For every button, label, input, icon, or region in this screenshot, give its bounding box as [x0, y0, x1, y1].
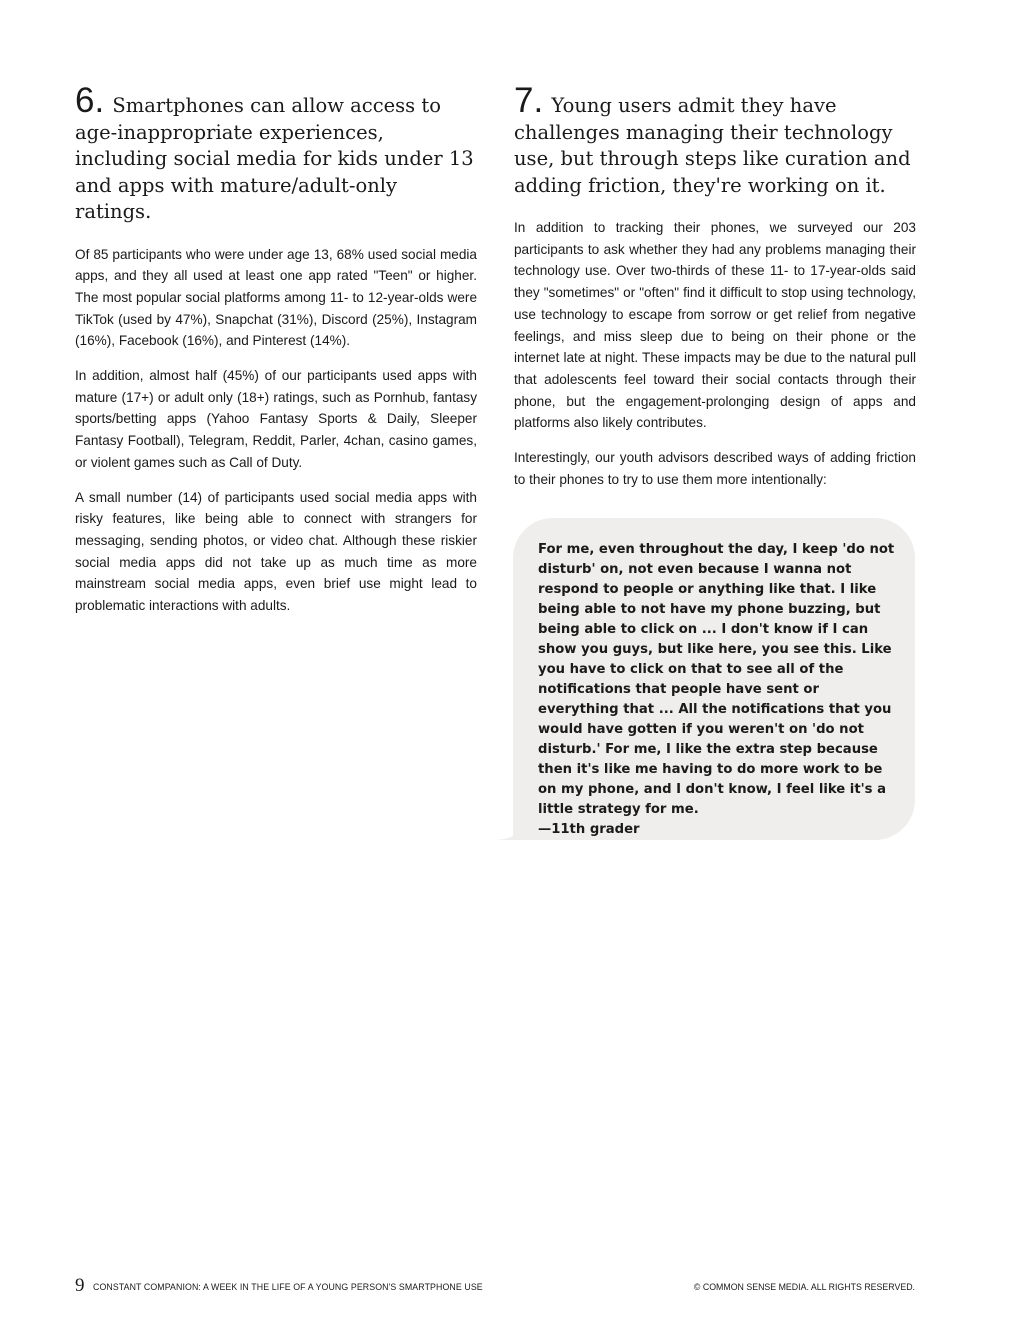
quote-bubble [496, 518, 918, 842]
quote-text: For me, even throughout the day, I keep 'do not disturb' on, not even because I wanna not respond to people or anything like that. I like being able to not have my phone buzzing, but being able to click on ... I don't know if I can show you guys, but like here, you see this. Like you have to click on that to see all of the notifications that people have sent or everything that ... All the notifications that you would have gotten if you weren't on 'do not disturb.' For me, I like the extra step because then it's like me having to do more work to be on my phone, and I don't know, I feel like it's a little strategy for me. [538, 542, 895, 817]
section-7-heading-text: Young users admit they have challenges managing their technology use, but through steps like curation and adding friction, they're working on it. [514, 94, 911, 197]
section-6-paragraph: A small number (14) of participants used social media apps with risky features, like being able to connect with strangers for messaging, sending photos, or video chat. Although these riskier social media apps did not take up as much time as more mainstream social media apps, even brief use might lead to problematic interactions with adults. [75, 489, 477, 614]
section-6-paragraph: Of 85 participants who were under age 13, 68% used social media apps, and they all used at least one app rated "Teen" or higher. The most popular social platforms among 11- to 12-year-olds were TikTok (used by 47%), Snapchat (31%), Discord (25%), Instagram (16%), Facebook (16%), and Pinterest (14%). [75, 246, 477, 349]
section-7-number: 7. [514, 81, 544, 120]
section-7-heading [514, 81, 916, 199]
section-6-heading-text: Smartphones can allow access to age-inappropriate experiences, including social media for kids under 13 and apps with mature/adult-only ratings. [75, 94, 474, 223]
page-number: 9 [75, 1275, 85, 1296]
section-6-paragraph: In addition, almost half (45%) of our participants used apps with mature (17+) or adult only (18+) ratings, such as Pornhub, fantasy sports/betting apps (Yahoo Fantasy Sports & Daily, Sleeper Fantasy Football), Telegram, Reddit, Parler, 4chan, casino games, or violent games such as Call of Duty. [75, 368, 477, 470]
quote-bubble-body [513, 518, 915, 840]
section-7-paragraph: In addition to tracking their phones, we surveyed our 203 participants to ask whether they had any problems managing their technology use. Over two-thirds of these 11- to 17-year-olds said they "sometimes" or "often" find it difficult to stop using technology, use technology to escape from sorrow or get relief from negative feelings, and miss sleep due to being on their phone or the internet late at night. These impacts may be due to the natural pull that adolescents feel toward their social contacts through their phone, but the engagement-prolonging design of apps and platforms also likely contributes. [514, 220, 916, 431]
quote-text-block [538, 540, 898, 840]
page-footer [75, 1276, 915, 1296]
copyright-notice: © COMMON SENSE MEDIA. ALL RIGHTS RESERVED. [693, 1282, 915, 1292]
section-7-paragraph: Interestingly, our youth advisors described ways of adding friction to their phones to try to use them more intentionally: [514, 450, 916, 487]
section-7 [514, 81, 916, 503]
running-title: CONSTANT COMPANION: A WEEK IN THE LIFE OF A YOUNG PERSON'S SMARTPHONE USE [93, 1282, 483, 1292]
section-6 [75, 81, 477, 630]
quote-attribution: —11th grader [538, 822, 640, 837]
section-6-number: 6. [75, 81, 105, 120]
section-6-heading [75, 81, 477, 226]
